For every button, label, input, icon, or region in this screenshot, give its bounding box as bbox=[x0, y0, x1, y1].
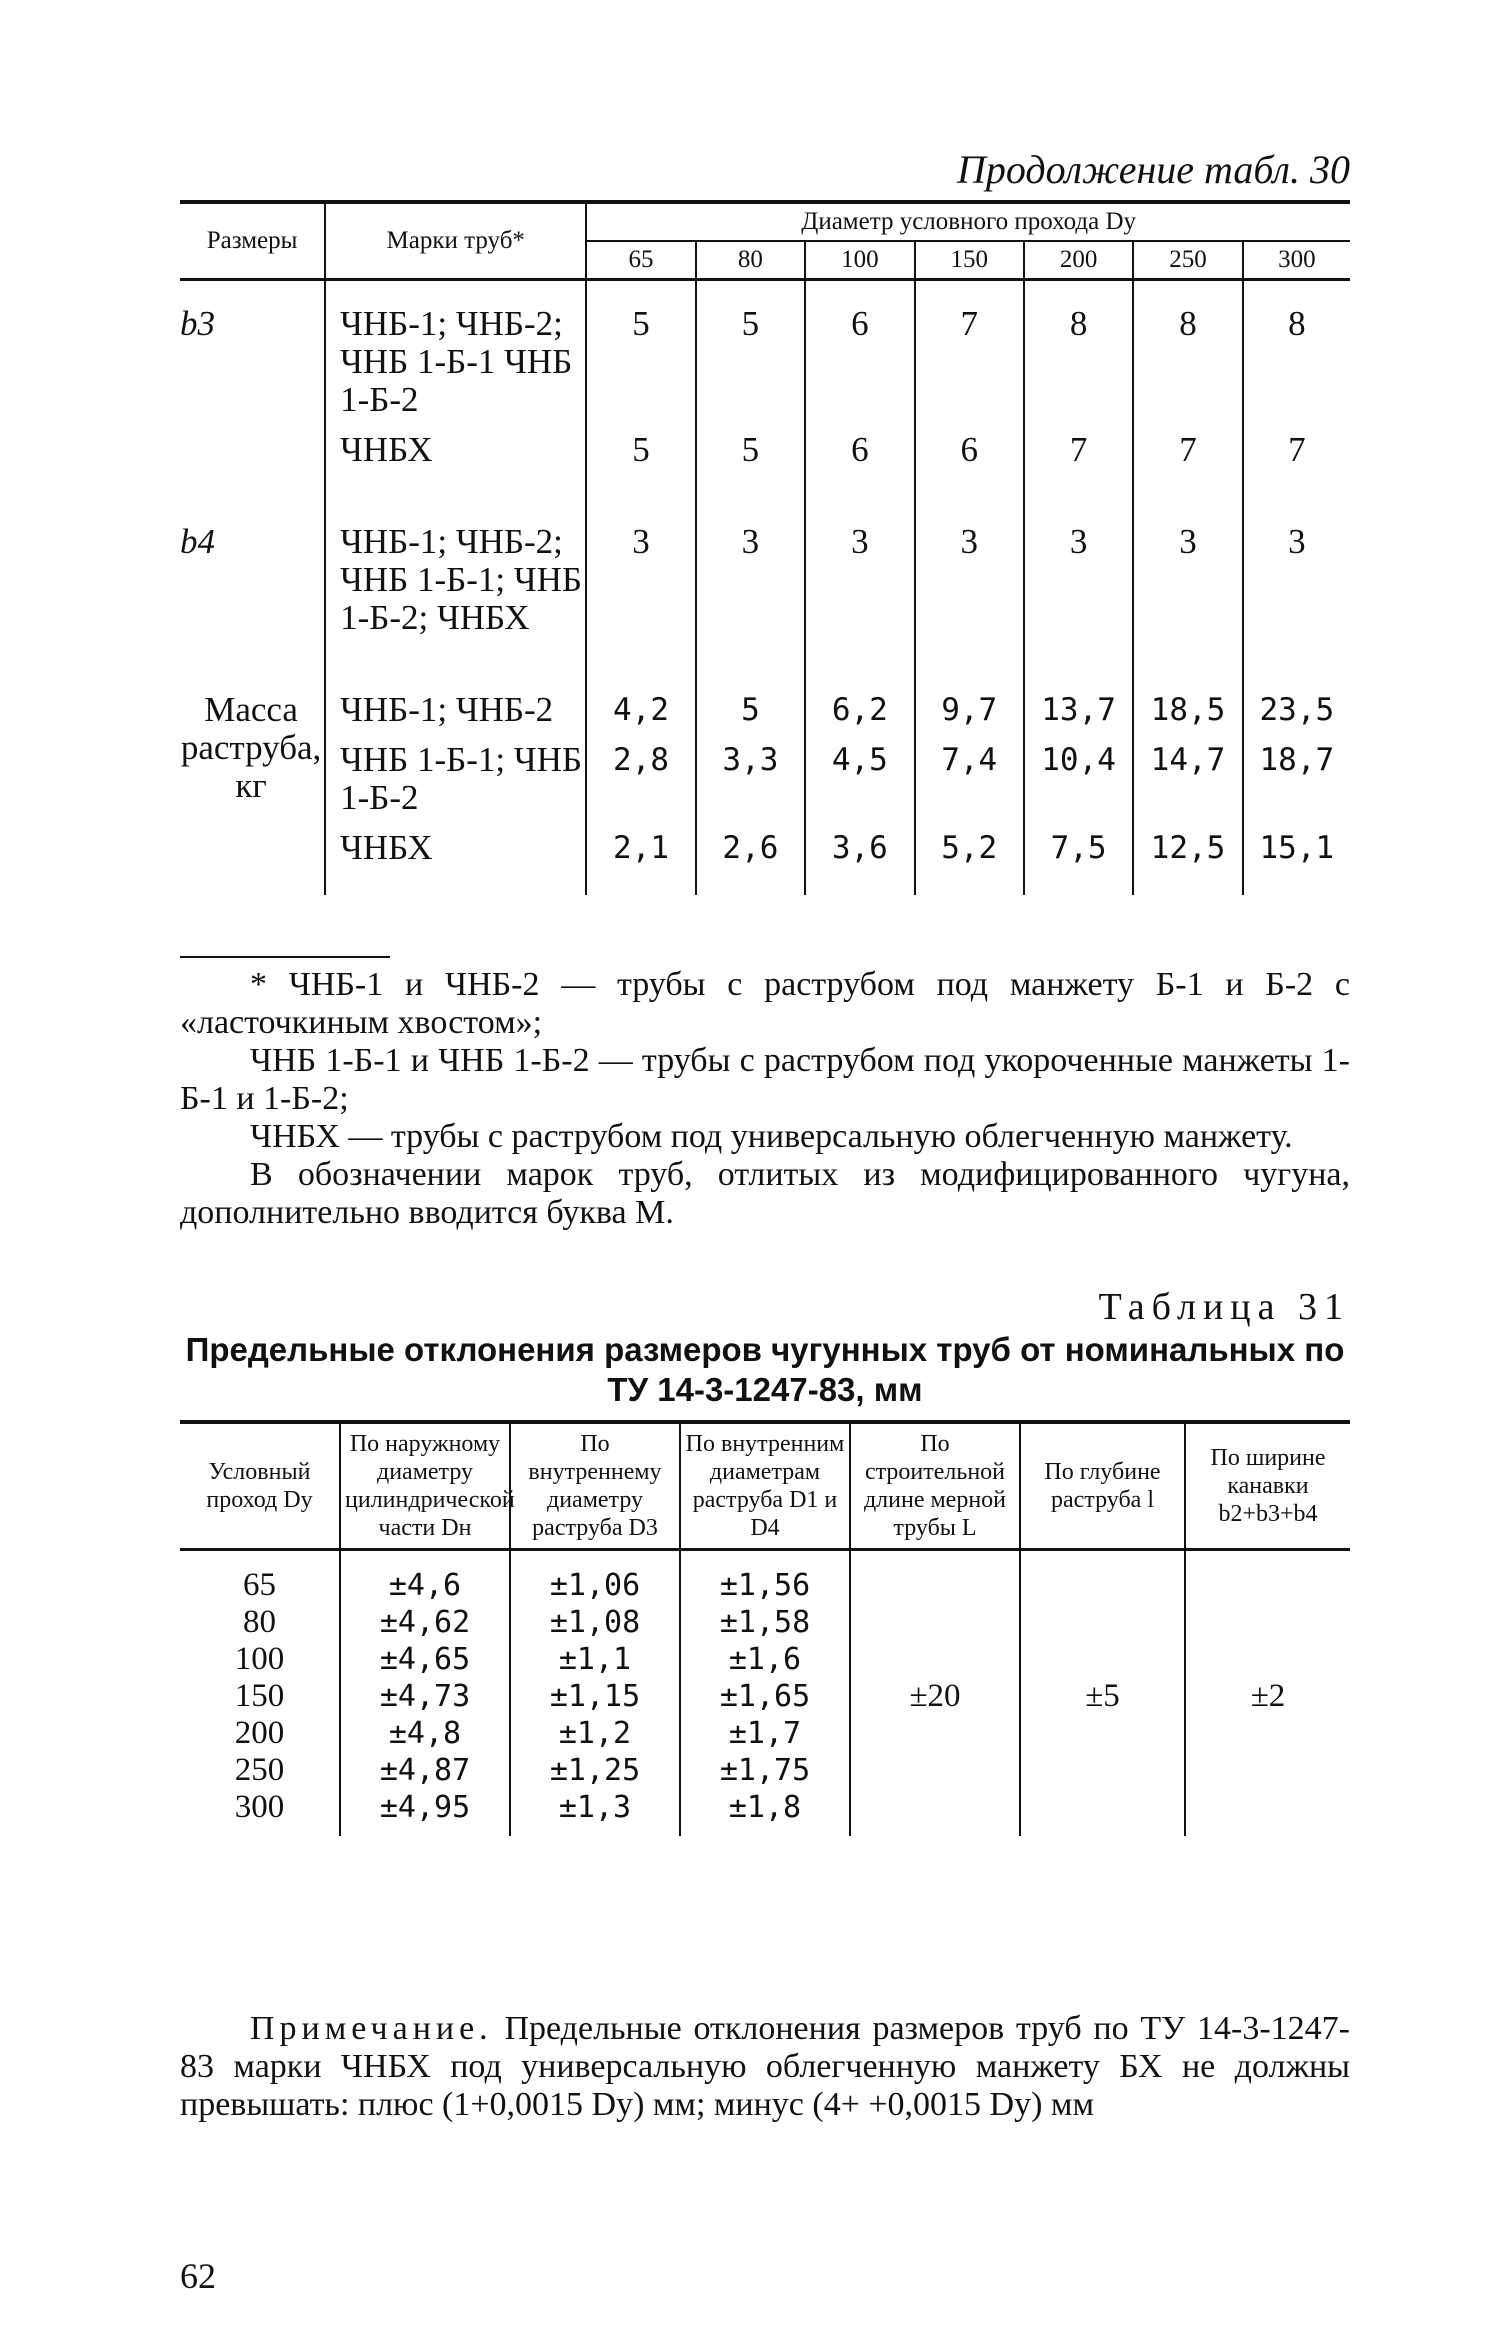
table-cell: 5 bbox=[696, 280, 805, 426]
table-cell: 18,7 bbox=[1243, 735, 1350, 823]
remark-text: Предельные отклонения размеров труб по ТУ 14-3-1247-83 марки ЧНБХ под универсальную облегченную манжету БХ не должны превышать: плюс (1+0,0015 Dу) мм; минус (4+ +0,0015 Dу) мм bbox=[180, 2010, 1350, 2123]
row-marks: ЧНБ 1-Б-1; ЧНБ 1-Б-2 bbox=[325, 735, 586, 823]
table-row bbox=[180, 425, 1350, 499]
table-row bbox=[180, 499, 1350, 667]
header-diameter-value: 80 bbox=[696, 241, 805, 280]
continuation-title: Продолжение табл. 30 bbox=[956, 147, 1350, 192]
table-cell: ±1,65 bbox=[719, 1679, 811, 1714]
table-cell: 6 bbox=[915, 425, 1024, 499]
header-diameter-value: 300 bbox=[1243, 241, 1350, 280]
table-31 bbox=[180, 1420, 1350, 1836]
table-cell: 15,1 bbox=[1243, 823, 1350, 895]
footnote-paragraph: В обозначении марок труб, отлитых из модифицированного чугуна, дополнительно вводится буква М. bbox=[180, 1156, 1350, 1231]
table-row bbox=[180, 735, 1350, 823]
footnotes bbox=[180, 966, 1350, 1232]
footnote-paragraph: ЧНБ 1-Б-1 и ЧНБ 1-Б-2 — трубы с раструбом под укороченные манжеты 1-Б-1 и 1-Б-2; bbox=[180, 1042, 1350, 1117]
table-cell: 200 bbox=[234, 1715, 285, 1751]
table-cell: ±1,06 bbox=[549, 1568, 641, 1603]
table-row bbox=[180, 280, 1350, 426]
table-cell: 3 bbox=[1243, 499, 1350, 667]
row-size-mass: Масса раструба, кг bbox=[180, 690, 322, 805]
table-header-row bbox=[180, 1422, 1350, 1550]
header-diameter: Диаметр условного прохода Dу bbox=[586, 202, 1350, 241]
table-row bbox=[180, 1550, 1350, 1837]
depth-value: ±5 bbox=[1020, 1550, 1185, 1837]
remark-lead: Примечание. bbox=[250, 2010, 493, 2047]
table-cell: ±1,2 bbox=[558, 1716, 632, 1751]
table-cell: 3 bbox=[915, 499, 1024, 667]
table-cell: ±1,1 bbox=[558, 1642, 632, 1677]
table-cell: 4,2 bbox=[586, 667, 695, 735]
table-cell: 65 bbox=[243, 1567, 276, 1603]
table-cell: 5 bbox=[696, 425, 805, 499]
table-cell: 2,6 bbox=[696, 823, 805, 895]
table-cell: 7 bbox=[1024, 425, 1133, 499]
table-cell: 3 bbox=[805, 499, 914, 667]
table-cell: ±1,6 bbox=[728, 1642, 802, 1677]
row-marks: ЧНБ-1; ЧНБ-2 bbox=[325, 667, 586, 735]
table-cell: 3,6 bbox=[805, 823, 914, 895]
table-cell: ±1,58 bbox=[719, 1605, 811, 1640]
table-cell: 2,8 bbox=[586, 735, 695, 823]
table-31-label: Таблица 31 bbox=[1098, 1286, 1350, 1328]
header-inner-diameter-d3: По внутреннему диаметру раструба D3 bbox=[510, 1422, 680, 1550]
table-cell: 14,7 bbox=[1133, 735, 1242, 823]
table-cell: ±1,8 bbox=[728, 1790, 802, 1825]
table-cell: ±1,56 bbox=[719, 1568, 811, 1603]
table-cell: 80 bbox=[243, 1604, 276, 1640]
header-diameter-value: 250 bbox=[1133, 241, 1242, 280]
table-cell: 18,5 bbox=[1133, 667, 1242, 735]
header-diameter-value: 100 bbox=[805, 241, 914, 280]
table-cell: ±4,65 bbox=[379, 1642, 471, 1677]
row-size-b3: b3 bbox=[180, 304, 215, 343]
table-cell: 8 bbox=[1133, 280, 1242, 426]
table-cell: 7 bbox=[1243, 425, 1350, 499]
table-cell: 3 bbox=[1024, 499, 1133, 667]
table-cell: 6 bbox=[805, 425, 914, 499]
dy-values bbox=[180, 1550, 340, 1837]
header-socket-depth: По глубине раструба l bbox=[1020, 1422, 1185, 1550]
table-cell: 3 bbox=[696, 499, 805, 667]
table-cell: 300 bbox=[234, 1789, 285, 1825]
table-cell: ±4,6 bbox=[388, 1568, 462, 1603]
row-marks: ЧНБХ bbox=[325, 425, 586, 499]
table-cell: 3 bbox=[586, 499, 695, 667]
groove-value: ±2 bbox=[1185, 1550, 1350, 1837]
header-sizes: Размеры bbox=[180, 202, 325, 280]
footnote-divider bbox=[180, 956, 390, 958]
table-cell: ±1,75 bbox=[719, 1753, 811, 1788]
table-cell: ±1,3 bbox=[558, 1790, 632, 1825]
table-cell: ±4,8 bbox=[388, 1716, 462, 1751]
row-marks: ЧНБ-1; ЧНБ-2; ЧНБ 1-Б-1; ЧНБ 1-Б-2; ЧНБХ bbox=[325, 499, 586, 667]
header-nominal-bore: Условный проход Dу bbox=[180, 1422, 340, 1550]
header-diameter-value: 200 bbox=[1024, 241, 1133, 280]
header-inner-diameters-d1-d4: По внутренним диаметрам раструба D1 и D4 bbox=[680, 1422, 850, 1550]
d3-values bbox=[510, 1550, 680, 1837]
header-construction-length: По строительной длине мерной трубы L bbox=[850, 1422, 1020, 1550]
table-cell: 5 bbox=[696, 667, 805, 735]
table-cell: 150 bbox=[234, 1678, 285, 1714]
table-cell: ±4,73 bbox=[379, 1679, 471, 1714]
row-size-b4: b4 bbox=[180, 522, 215, 561]
table-cell: 4,5 bbox=[805, 735, 914, 823]
dn-values bbox=[340, 1550, 510, 1837]
table-row bbox=[180, 823, 1350, 895]
table-cell: ±4,95 bbox=[379, 1790, 471, 1825]
table-cell: 7 bbox=[1133, 425, 1242, 499]
table-30 bbox=[180, 200, 1350, 895]
table-cell: 8 bbox=[1024, 280, 1133, 426]
table-cell: ±4,62 bbox=[379, 1605, 471, 1640]
table-cell: ±1,15 bbox=[549, 1679, 641, 1714]
page-number: 62 bbox=[180, 2256, 216, 2296]
header-marks: Марки труб* bbox=[325, 202, 586, 280]
table-cell: ±4,87 bbox=[379, 1753, 471, 1788]
table-cell: 9,7 bbox=[915, 667, 1024, 735]
table-cell: 7,5 bbox=[1024, 823, 1133, 895]
header-diameter-value: 150 bbox=[915, 241, 1024, 280]
table-cell: 8 bbox=[1243, 280, 1350, 426]
table-cell: 10,4 bbox=[1024, 735, 1133, 823]
table-cell: 6 bbox=[805, 280, 914, 426]
table-cell: ±1,08 bbox=[549, 1605, 641, 1640]
table-cell: ±1,7 bbox=[728, 1716, 802, 1751]
header-groove-width: По ширине канавки b2+b3+b4 bbox=[1185, 1422, 1350, 1550]
row-marks: ЧНБХ bbox=[325, 823, 586, 895]
row-marks: ЧНБ-1; ЧНБ-2; ЧНБ 1-Б-1 ЧНБ 1-Б-2 bbox=[325, 280, 586, 426]
length-value: ±20 bbox=[850, 1550, 1020, 1837]
table-cell: 23,5 bbox=[1243, 667, 1350, 735]
table-cell: 100 bbox=[234, 1641, 285, 1677]
table-31-caption: Предельные отклонения размеров чугунных труб от номинальных по ТУ 14-3-1247-83, мм bbox=[185, 1331, 1345, 1408]
table-row bbox=[180, 667, 1350, 735]
table-cell: 5 bbox=[586, 425, 695, 499]
header-outer-diameter: По наружному диаметру цилиндрической части Dн bbox=[340, 1422, 510, 1550]
table-cell: 12,5 bbox=[1133, 823, 1242, 895]
header-diameter-value: 65 bbox=[586, 241, 695, 280]
table-cell: 13,7 bbox=[1024, 667, 1133, 735]
table-cell: 5 bbox=[586, 280, 695, 426]
table-cell: 250 bbox=[234, 1752, 285, 1788]
d1-d4-values bbox=[680, 1550, 850, 1837]
footnote-paragraph: ЧНБХ — трубы с раструбом под универсальную облегченную манжету. bbox=[250, 1118, 1293, 1155]
table-cell: 2,1 bbox=[586, 823, 695, 895]
remark bbox=[180, 2010, 1350, 2124]
table-cell: 7 bbox=[915, 280, 1024, 426]
footnote-paragraph: * ЧНБ-1 и ЧНБ-2 — трубы с раструбом под манжету Б-1 и Б-2 с «ласточкиным хвостом»; bbox=[180, 966, 1350, 1041]
table-cell: 7,4 bbox=[915, 735, 1024, 823]
table-cell: 6,2 bbox=[805, 667, 914, 735]
table-cell: 3,3 bbox=[696, 735, 805, 823]
table-cell: ±1,25 bbox=[549, 1753, 641, 1788]
table-cell: 5,2 bbox=[915, 823, 1024, 895]
table-cell: 3 bbox=[1133, 499, 1242, 667]
